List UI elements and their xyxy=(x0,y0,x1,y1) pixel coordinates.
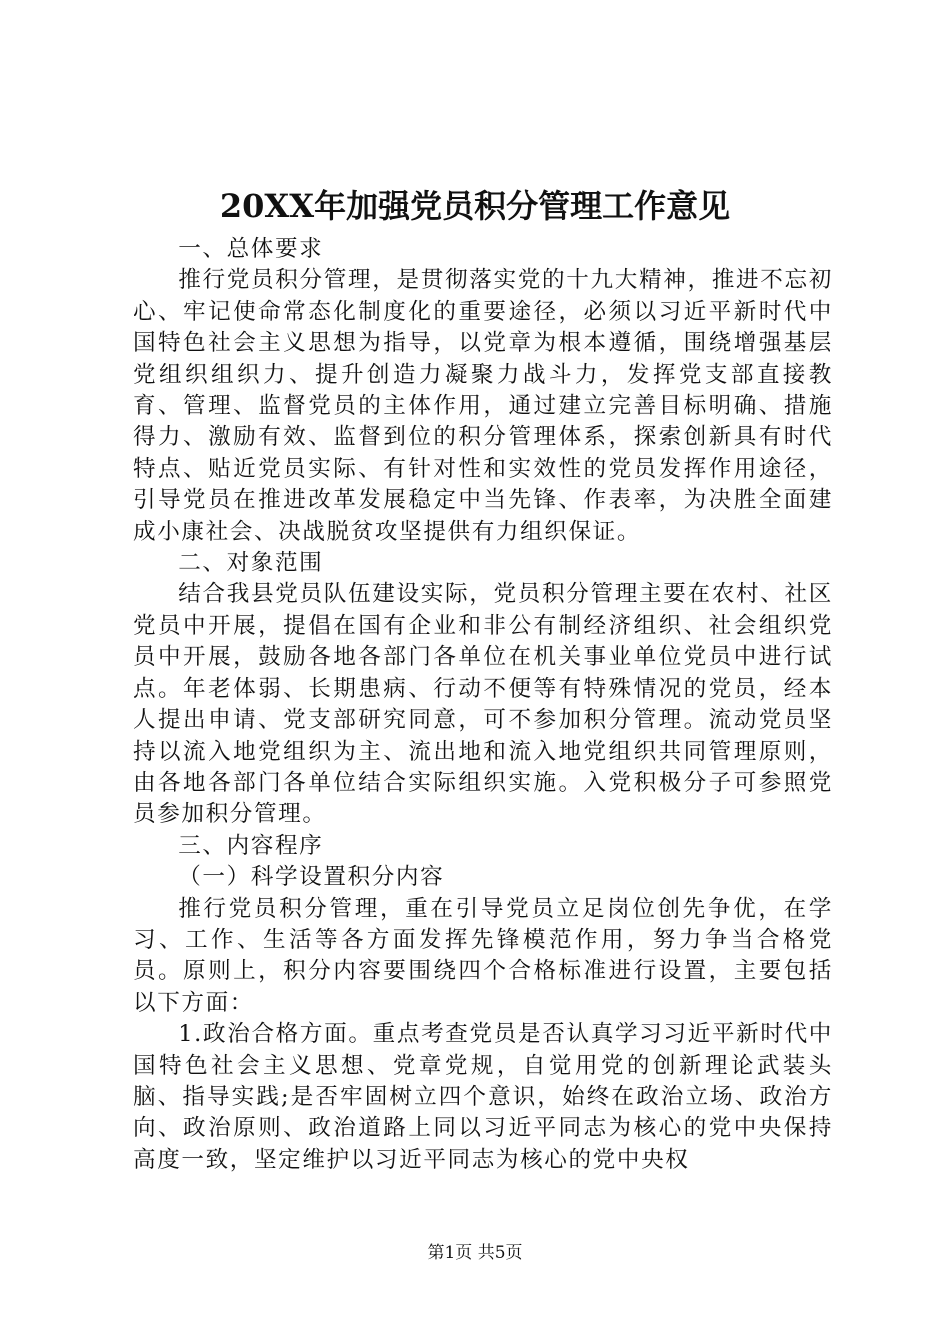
section-heading-scope: 二、对象范围 xyxy=(178,550,324,577)
document-body xyxy=(133,234,833,1176)
body-paragraph: 结合我县党员队伍建设实际，党员积分管理主要在农村、社区党员中开展，提倡在国有企业和非公有制经济组织、社会组织党员中开展，鼓励各地各部门各单位在机关事业单位党员中进行试点。年老体弱、长期患病、行动不便等有特殊情况的党员，经本人提出申请、党支部研究同意，可不参加积分管理。流动党员坚持以流入地党组织为主、流出地和流入地党组织共同管理原则，由各地各部门各单位结合实际组织实施。入党积极分子可参照党员参加积分管理。 xyxy=(133,581,833,828)
body-paragraph: 1.政治合格方面。重点考查党员是否认真学习习近平新时代中国特色社会主义思想、党章党规，自觉用党的创新理论武装头脑、指导实践;是否牢固树立四个意识，始终在政治立场、政治方向、政治原则、政治道路上同以习近平同志为核心的党中央保持高度一致，坚定维护以习近平同志为核心的党中央权 xyxy=(133,1021,833,1173)
document-title: 20XX年加强党员积分管理工作意见 xyxy=(219,187,731,225)
subsection-heading: （一）科学设置积分内容 xyxy=(178,864,445,891)
section-heading-content-procedure: 三、内容程序 xyxy=(178,832,324,859)
section-heading-general-requirements: 一、总体要求 xyxy=(178,236,324,262)
body-paragraph: 推行党员积分管理，重在引导党员立足岗位创先争优，在学习、工作、生活等各方面发挥先锋模范作用，努力争当合格党员。原则上，积分内容要围绕四个合格标准进行设置，主要包括以下方面： xyxy=(133,895,833,1016)
body-paragraph: 推行党员积分管理，是贯彻落实党的十九大精神，推进不忘初心、牢记使命常态化制度化的重要途径，必须以习近平新时代中国特色社会主义思想为指导，以党章为根本遵循，围绕增强基层党组织组织力、提升创造力凝聚力战斗力，发挥党支部直接教育、管理、监督党员的主体作用，通过建立完善目标明确、措施得力、激励有效、监督到位的积分管理体系，探索创新具有时代特点、贴近党员实际、有针对性和实效性的党员发挥作用途径，引导党员在推进改革发展稳定中当先锋、作表率，为决胜全面建成小康社会、决战脱贫攻坚提供有力组织保证。 xyxy=(133,267,833,545)
page-footer: 第1页 共5页 xyxy=(427,1243,523,1263)
